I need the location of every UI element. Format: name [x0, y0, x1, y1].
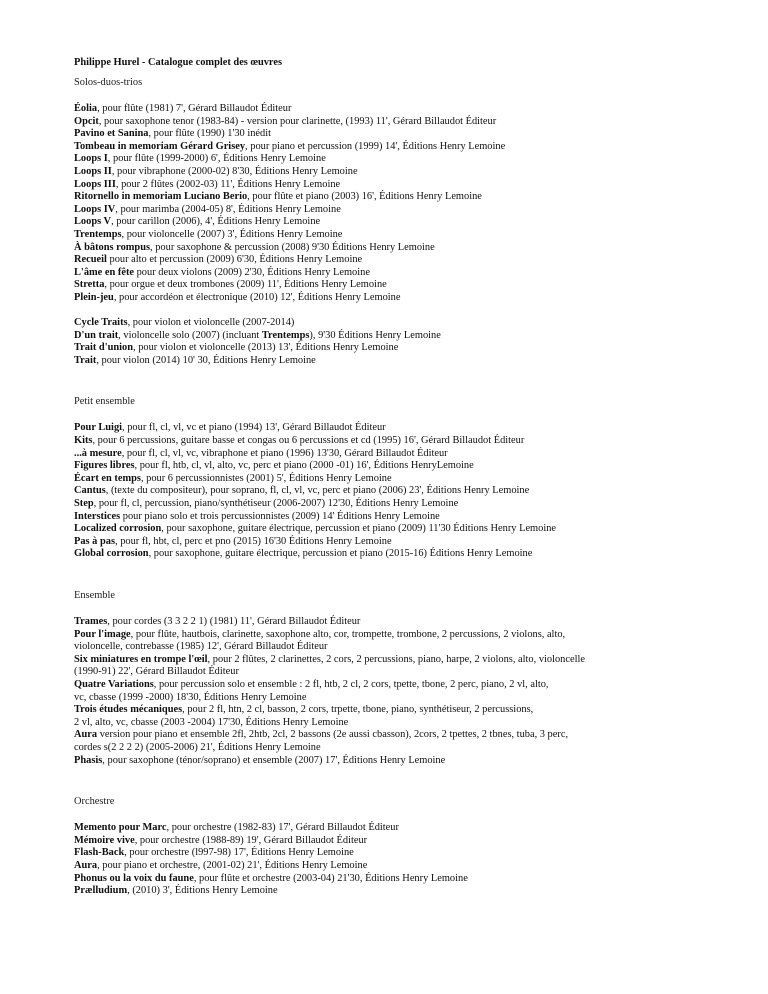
section-heading: Orchestre	[74, 796, 115, 808]
work-title: Pour Luigi	[74, 422, 123, 434]
work-entry	[74, 166, 754, 179]
work-details: violoncelle, contrebasse (1985) 12', Gérard Billaudot Éditeur	[74, 641, 328, 653]
section	[74, 367, 754, 561]
work-details: , pour violon (2014) 10' 30, Éditions Henry Lemoine	[96, 354, 316, 366]
work-title: Phasis	[74, 754, 103, 766]
work-title: Ritornello in memoriam Luciano Berio	[74, 191, 248, 203]
work-title: Tombeau in memoriam Gérard Grisey	[74, 140, 246, 152]
work-title: Localized corrosion	[74, 523, 162, 535]
work-entry	[74, 729, 754, 742]
work-title: Phonus ou la voix du faune	[74, 872, 194, 884]
work-details: , pour fl, hbt, cl, perc et pno (2015) 16'30 Éditions Henry Lemoine	[115, 535, 392, 547]
work-title: Step	[74, 498, 94, 510]
group-spacer	[74, 305, 754, 318]
work-details: , pour saxophone, guitare électrique, percussion et piano (2009) 11'30 Éditions Henry Lemoine	[161, 523, 557, 535]
work-entry	[74, 204, 754, 217]
work-title: Six miniatures en trompe l'œil	[74, 653, 208, 665]
section-spacer	[74, 767, 754, 795]
work-details: version pour piano et ensemble 2fl, 2htb, 2cl, 2 bassons (2e aussi cbasson), 2cors, 2 tpettes, 2 tbnes, tuba, 3 perc,	[97, 729, 569, 741]
work-details: , pour fl, cl, percussion, piano/synthétiseur (2006-2007) 12'30, Éditions Henry Lemoine	[93, 498, 459, 510]
work-entry	[74, 536, 754, 549]
work-details: , pour percussion solo et ensemble : 2 fl, htb, 2 cl, 2 cors, tpette, tbone, 2 perc, piano, 2 vl, alto,	[153, 678, 549, 690]
work-title: Mémoire vive	[74, 834, 135, 846]
work-title: Loops I	[74, 153, 108, 165]
work-title: À bâtons rompus	[74, 241, 151, 253]
section-heading: Solos-duos-trios	[74, 77, 143, 88]
work-entry	[74, 885, 754, 898]
catalogue-sections	[74, 76, 754, 898]
work-details: , pour saxophone (ténor/soprano) et ensemble (2007) 17', Éditions Henry Lemoine	[102, 754, 446, 766]
work-details: , pour carillon (2006), 4', Éditions Henry Lemoine	[111, 216, 321, 228]
work-title: Loops II	[74, 165, 112, 177]
work-details: , pour violon et violoncelle (2013) 13', Éditions Henry Lemoine	[133, 342, 399, 354]
work-title: Écart en temps	[74, 472, 141, 484]
work-details: pour alto et percussion (2009) 6'30, Éditions Henry Lemoine	[106, 254, 363, 266]
work-entry	[74, 873, 754, 886]
section-heading: Petit ensemble	[74, 396, 135, 408]
work-details: 2 vl, alto, vc, cbasse (2003 -2004) 17'30, Éditions Henry Lemoine	[74, 716, 349, 728]
work-title: D'un trait	[74, 329, 119, 341]
work-details: cordes s(2 2 2 2) (2005-2006) 21', Éditions Henry Lemoine	[74, 741, 321, 753]
work-details: , pour flûte (1999-2000) 6', Éditions Henry Lemoine	[107, 153, 326, 165]
work-entry	[74, 460, 754, 473]
work-entry	[74, 548, 754, 561]
work-title: Pour l'image	[74, 628, 131, 640]
work-entry	[74, 666, 754, 679]
work-title: Interstices	[74, 510, 121, 522]
work-details: , (2010) 3', Éditions Henry Lemoine	[127, 885, 278, 897]
work-entry	[74, 422, 754, 435]
work-entry	[74, 216, 754, 229]
work-entry	[74, 860, 754, 873]
works-list	[74, 422, 754, 561]
work-details: vc, cbasse (1999 -2000) 18'30, Éditions Henry Lemoine	[74, 691, 307, 703]
work-title: Pas à pas	[74, 535, 115, 547]
work-entry	[74, 641, 754, 654]
work-details: , (texte du compositeur), pour soprano, fl, cl, vl, vc, perc et piano (2006) 23', Éditions Henry Lemoine	[105, 485, 530, 497]
work-title: Stretta	[74, 279, 105, 291]
work-title: ...à mesure	[74, 447, 122, 459]
work-details: , pour fl, htb, cl, vl, alto, vc, perc et piano (2000 -01) 16', Éditions HenryLemoine	[134, 460, 474, 472]
work-entry	[74, 435, 754, 448]
work-details: , pour accordéon et électronique (2010) 12', Éditions Henry Lemoine	[113, 291, 401, 303]
document-title: Philippe Hurel - Catalogue complet des œuvres	[74, 57, 283, 68]
work-details: , pour saxophone tenor (1983-84) - version pour clarinette, (1993) 11', Gérard Billaudot Éditeur	[98, 115, 497, 127]
work-title: Éolia	[74, 103, 98, 114]
work-details: , pour piano et percussion (1999) 14', Éditions Henry Lemoine	[245, 140, 506, 152]
work-details: , pour orchestre (1982-83) 17', Gérard Billaudot Éditeur	[166, 822, 399, 834]
work-title: Trames	[74, 616, 108, 627]
work-entry	[74, 254, 754, 267]
work-entry	[74, 511, 754, 524]
work-details: , pour saxophone & percussion (2008) 9'30 Éditions Henry Lemoine	[150, 241, 435, 253]
work-title: Pavino et Sanina	[74, 128, 149, 140]
work-entry	[74, 473, 754, 486]
work-entry	[74, 317, 754, 330]
work-details: , pour 2 fl, htn, 2 cl, basson, 2 cors, trpette, tbone, piano, synthétiseur, 2 percussions,	[182, 704, 534, 716]
work-entry	[74, 654, 754, 667]
work-title: Aura	[74, 859, 98, 871]
work-title: Recueil	[74, 254, 107, 266]
section	[74, 76, 754, 367]
work-title: Trois études mécaniques	[74, 704, 183, 716]
work-details: , pour 6 percussions, guitare basse et congas ou 6 percussions et cd (1995) 16', Gérard Billaudot Éditeur	[92, 435, 525, 447]
works-list	[74, 616, 754, 767]
work-details: , pour 6 percussionnistes (2001) 5', Éditions Henry Lemoine	[140, 472, 392, 484]
work-title: Figures libres	[74, 460, 135, 472]
work-entry	[74, 679, 754, 692]
work-title: Memento pour Marc	[74, 822, 167, 834]
work-entry	[74, 742, 754, 755]
heading-spacer	[74, 90, 754, 103]
work-entry	[74, 330, 754, 343]
work-details: , pour piano et orchestre, (2001-02) 21', Éditions Henry Lemoine	[97, 859, 368, 871]
work-details: , pour 2 flûtes (2002-03) 11', Éditions Henry Lemoine	[115, 178, 341, 190]
work-title: Quatre Variations	[74, 678, 154, 690]
work-entry	[74, 448, 754, 461]
work-entry	[74, 191, 754, 204]
heading-spacer	[74, 603, 754, 616]
work-entry	[74, 355, 754, 368]
work-title: Cycle Traits	[74, 317, 128, 329]
section-spacer	[74, 561, 754, 589]
work-inner-title: Trentemps	[261, 329, 310, 341]
work-title: Kits	[74, 435, 93, 447]
work-entry	[74, 292, 754, 305]
work-details-tail: ), 9'30 Éditions Henry Lemoine	[309, 329, 441, 341]
work-details: , violoncelle solo (2007) (incluant	[118, 329, 262, 341]
work-details: , pour 2 flûtes, 2 clarinettes, 2 cors, 2 percussions, piano, harpe, 2 violons, alto, violoncelle	[207, 653, 585, 665]
work-details: pour deux violons (2009) 2'30, Éditions Henry Lemoine	[134, 266, 370, 278]
work-entry	[74, 485, 754, 498]
work-details: , pour orchestre (1988-89) 19', Gérard Billaudot Éditeur	[134, 834, 368, 846]
works-list	[74, 103, 754, 305]
work-details: , pour flûte et piano (2003) 16', Éditions Henry Lemoine	[247, 191, 482, 203]
heading-spacer	[74, 409, 754, 422]
work-details: pour piano solo et trois percussionnistes (2009) 14' Éditions Henry Lemoine	[120, 510, 440, 522]
work-title: Loops III	[74, 178, 116, 190]
work-details: , pour cordes (3 3 2 2 1) (1981) 11', Gérard Billaudot Éditeur	[107, 616, 361, 627]
work-details: , pour orchestre (l997-98) 17', Éditions Henry Lemoine	[124, 847, 354, 859]
work-details: , pour flûte (1990) 1'30 inédit	[148, 128, 271, 140]
work-entry	[74, 141, 754, 154]
work-entry	[74, 692, 754, 705]
work-details: , pour marimba (2004-05) 8', Éditions Henry Lemoine	[115, 203, 341, 215]
work-entry	[74, 704, 754, 717]
work-title: Trentemps	[74, 228, 122, 240]
work-entry	[74, 179, 754, 192]
work-entry	[74, 717, 754, 730]
work-entry	[74, 835, 754, 848]
section-heading: Ensemble	[74, 590, 115, 601]
heading-spacer	[74, 809, 754, 822]
work-entry	[74, 128, 754, 141]
work-details: , pour flûte (1981) 7', Gérard Billaudot Éditeur	[97, 103, 292, 114]
work-entry	[74, 279, 754, 292]
work-entry	[74, 822, 754, 835]
work-title: Cantus	[74, 485, 106, 497]
work-entry	[74, 103, 754, 116]
work-entry	[74, 523, 754, 536]
work-entry	[74, 755, 754, 768]
work-details: (1990-91) 22', Gérard Billaudot Éditeur	[74, 666, 239, 678]
work-title: Global corrosion	[74, 548, 149, 560]
work-title: Aura	[74, 729, 98, 741]
work-title: Flash-Back	[74, 847, 125, 859]
work-entry	[74, 229, 754, 242]
work-details: , pour flûte, hautbois, clarinette, saxophone alto, cor, trompette, trombone, 2 percussions, 2 violons, alto,	[130, 628, 566, 640]
work-entry	[74, 153, 754, 166]
work-details: , pour violon et violoncelle (2007-2014)	[127, 317, 295, 329]
work-entry	[74, 116, 754, 129]
work-title: Loops IV	[74, 203, 116, 215]
work-details: , pour fl, cl, vl, vc et piano (1994) 13', Gérard Billaudot Éditeur	[122, 422, 386, 434]
work-title: Trait d'union	[74, 342, 133, 354]
work-details: , pour vibraphone (2000-02) 8'30, Éditions Henry Lemoine	[111, 165, 358, 177]
work-entry	[74, 629, 754, 642]
work-entry	[74, 267, 754, 280]
work-title: Plein-jeu	[74, 291, 114, 303]
work-details: , pour saxophone, guitare électrique, percussion et piano (2015-16) Éditions Henry Lemoine	[148, 548, 533, 560]
work-entry	[74, 242, 754, 255]
work-details: , pour orgue et deux trombones (2009) 11', Éditions Henry Lemoine	[104, 279, 387, 291]
work-title: L'âme en fête	[74, 266, 135, 278]
work-title: Loops V	[74, 216, 112, 228]
work-entry	[74, 616, 754, 629]
works-list	[74, 822, 754, 898]
section	[74, 561, 754, 767]
work-details: , pour fl, cl, vl, vc, vibraphone et piano (1996) 13'30, Gérard Billaudot Éditeur	[121, 447, 448, 459]
work-entry	[74, 847, 754, 860]
works-list	[74, 317, 754, 367]
work-details: , pour flûte et orchestre (2003-04) 21'30, Éditions Henry Lemoine	[193, 872, 468, 884]
work-title: Opcit	[74, 115, 99, 127]
work-entry	[74, 342, 754, 355]
work-details: , pour violoncelle (2007) 3', Éditions Henry Lemoine	[121, 228, 343, 240]
work-entry	[74, 498, 754, 511]
work-title: Prælludium	[74, 885, 128, 897]
work-title: Trait	[74, 354, 97, 366]
catalogue-page	[74, 56, 754, 898]
section-spacer	[74, 367, 754, 395]
section	[74, 767, 754, 898]
